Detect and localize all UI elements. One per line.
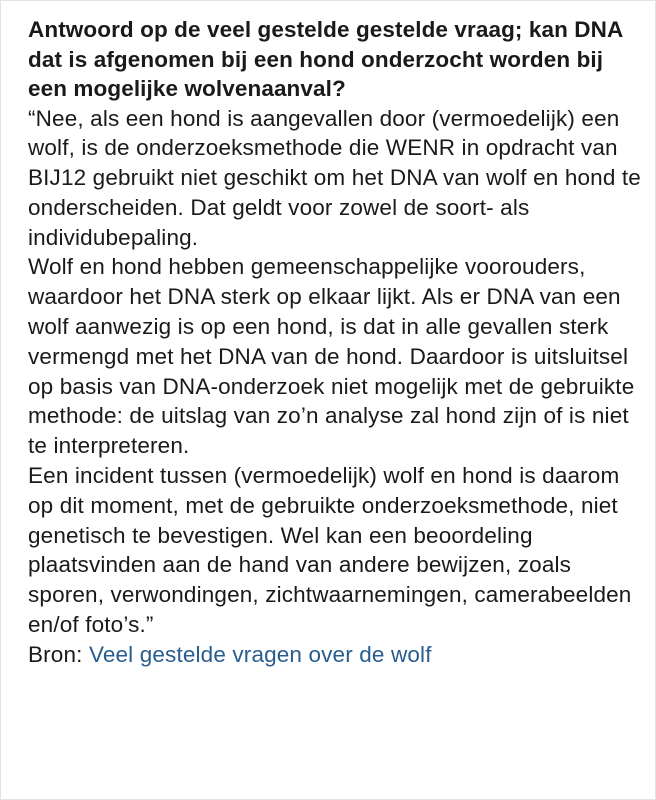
- source-line: [28, 640, 648, 670]
- article-body: [28, 15, 648, 670]
- article-title: Antwoord op de veel gestelde gestelde vraag; kan DNA dat is afgenomen bij een hond onderzocht worden bij een mogelijke wolvenaanval?: [28, 17, 623, 101]
- paragraph-conclusion: Een incident tussen (vermoedelijk) wolf en hond is daarom op dit moment, met de gebruikte onderzoeksmethode, niet genetisch te bevestigen. Wel kan een beoordeling plaatsvinden aan de hand van andere bewijzen, zoals sporen, verwondingen, zichtwaarnemingen, camerabeelden en/of foto’s.”: [28, 463, 632, 638]
- source-link[interactable]: Veel gestelde vragen over de wolf: [88, 641, 432, 667]
- source-label: Bron:: [28, 641, 83, 667]
- paragraph-explanation: Wolf en hond hebben gemeenschappelijke voorouders, waardoor het DNA sterk op elkaar lijkt. Als er DNA van een wolf aanwezig is op een hond, is dat in alle gevallen sterk vermengd met het DNA van de hond. Daardoor is uitsluitsel op basis van DNA-onderzoek niet mogelijk met de gebruikte methode: de uitslag van zo’n analyse zal hond zijn of is niet te interpreteren.: [28, 254, 635, 459]
- paragraph-answer: “Nee, als een hond is aangevallen door (vermoedelijk) een wolf, is de onderzoeksmethode die WENR in opdracht van BIJ12 gebruikt niet geschikt om het DNA van wolf en hond te onderscheiden. Dat geldt voor zowel de soort- als individubepaling.: [28, 105, 641, 250]
